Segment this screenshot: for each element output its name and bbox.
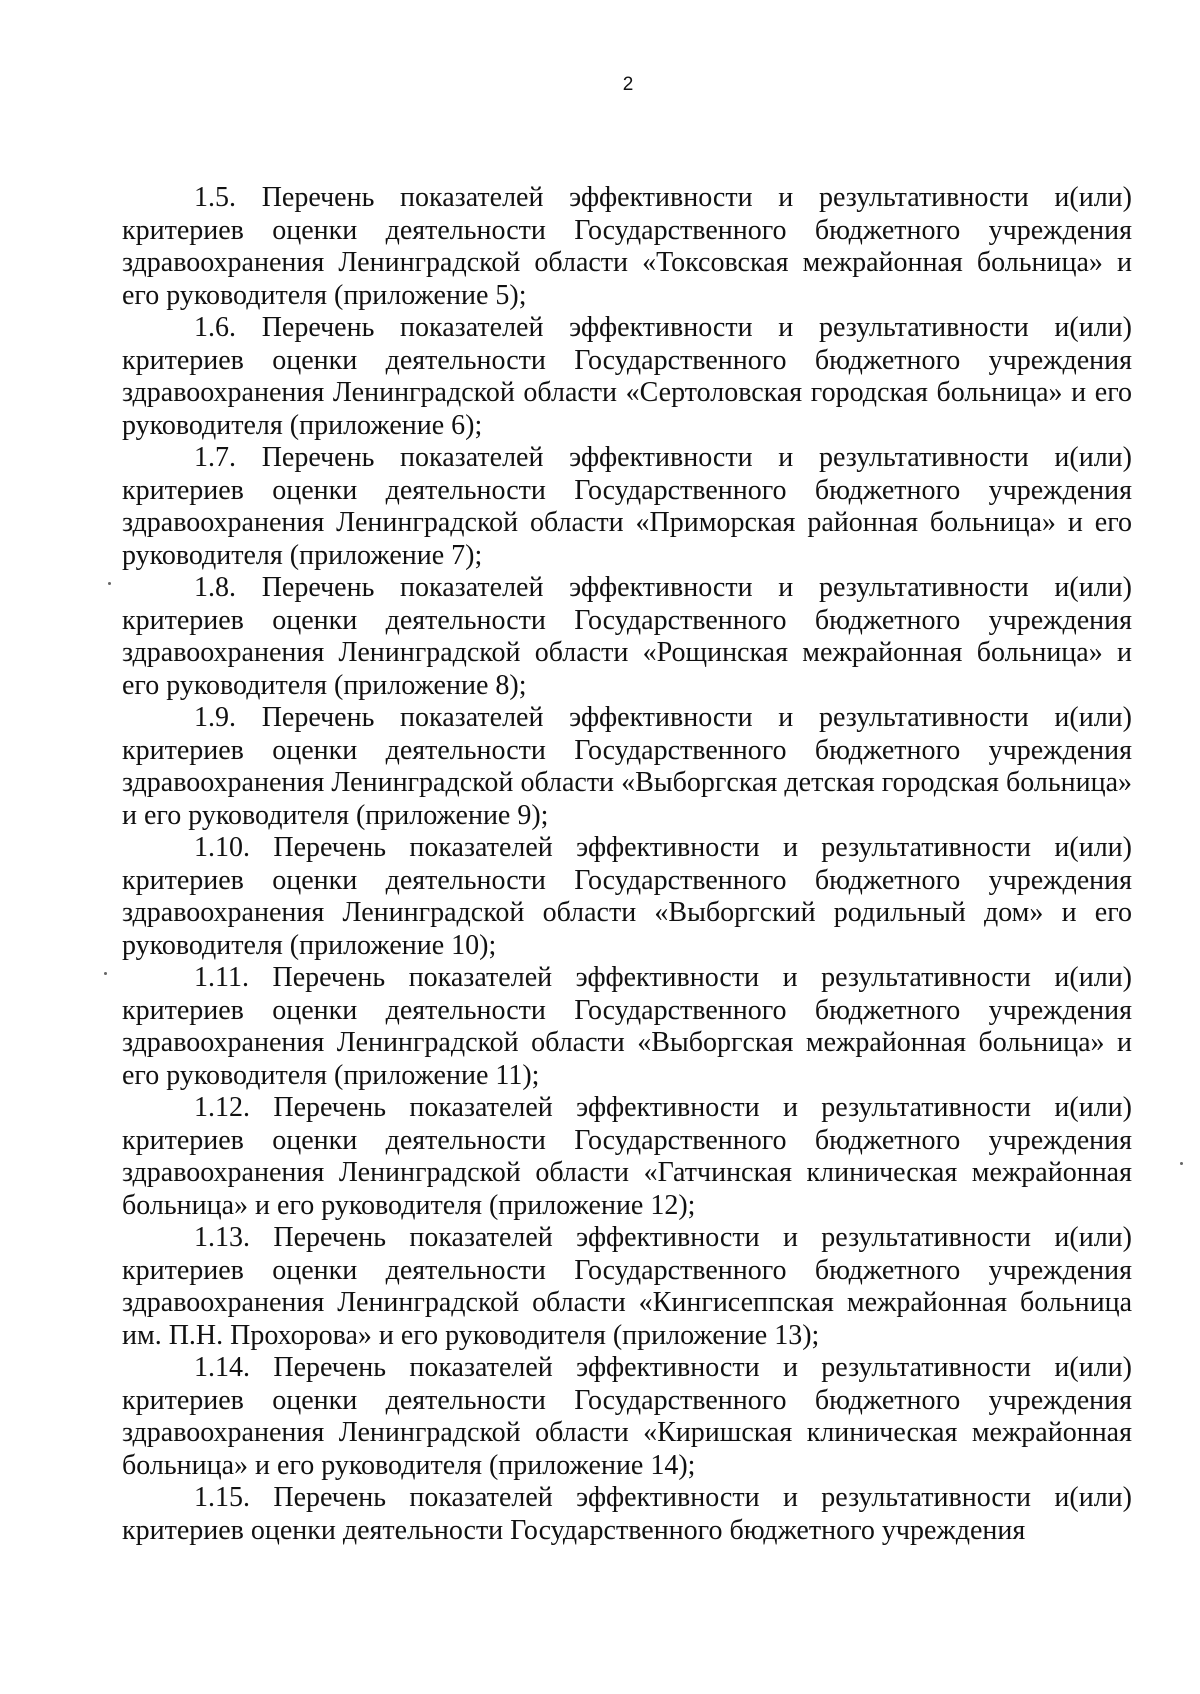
- paragraph-1-9: 1.9. Перечень показателей эффективности и результативности и(или) критериев оценки деятельности Государственного бюджетного учреждения здравоохранения Ленинградской области «Выборгская детская городская больница» и его руководителя (приложение 9);: [122, 702, 1132, 831]
- paragraph-1-13: 1.13. Перечень показателей эффективности и результативности и(или) критериев оценки деятельности Государственного бюджетного учреждения здравоохранения Ленинградской области «Кингисеппская межрайонная больница им. П.Н. Прохорова» и его руководителя (приложение 13);: [122, 1222, 1132, 1351]
- paragraph-1-15: 1.15. Перечень показателей эффективности и результативности и(или) критериев оценки деятельности Государственного бюджетного учреждения: [122, 1482, 1132, 1546]
- paragraph-1-5: 1.5. Перечень показателей эффективности и результативности и(или) критериев оценки деятельности Государственного бюджетного учреждения здравоохранения Ленинградской области «Токсовская межрайонная больница» и его руководителя (приложение 5);: [122, 182, 1132, 311]
- paragraph-1-7: 1.7. Перечень показателей эффективности и результативности и(или) критериев оценки деятельности Государственного бюджетного учреждения здравоохранения Ленинградской области «Приморская районная больница» и его руководителя (приложение 7);: [122, 442, 1132, 571]
- paragraph-1-14: 1.14. Перечень показателей эффективности и результативности и(или) критериев оценки деятельности Государственного бюджетного учреждения здравоохранения Ленинградской области «Киришская клиническая межрайонная больница» и его руководителя (приложение 14);: [122, 1352, 1132, 1481]
- scan-speck: [108, 582, 111, 585]
- paragraph-1-10: 1.10. Перечень показателей эффективности и результативности и(или) критериев оценки деятельности Государственного бюджетного учреждения здравоохранения Ленинградской области «Выборгский родильный дом» и его руководителя (приложение 10);: [122, 832, 1132, 961]
- document-body: [122, 182, 1132, 1547]
- scan-speck: [104, 972, 107, 975]
- paragraph-1-8: 1.8. Перечень показателей эффективности и результативности и(или) критериев оценки деятельности Государственного бюджетного учреждения здравоохранения Ленинградской области «Рощинская межрайонная больница» и его руководителя (приложение 8);: [122, 572, 1132, 701]
- paragraph-1-11: 1.11. Перечень показателей эффективности и результативности и(или) критериев оценки деятельности Государственного бюджетного учреждения здравоохранения Ленинградской области «Выборгская межрайонная больница» и его руководителя (приложение 11);: [122, 962, 1132, 1091]
- paragraph-1-6: 1.6. Перечень показателей эффективности и результативности и(или) критериев оценки деятельности Государственного бюджетного учреждения здравоохранения Ленинградской области «Сертоловская городская больница» и его руководителя (приложение 6);: [122, 312, 1132, 441]
- scan-speck: [1180, 1162, 1183, 1165]
- page-number: 2: [622, 74, 634, 95]
- paragraph-1-12: 1.12. Перечень показателей эффективности и результативности и(или) критериев оценки деятельности Государственного бюджетного учреждения здравоохранения Ленинградской области «Гатчинская клиническая межрайонная больница» и его руководителя (приложение 12);: [122, 1092, 1132, 1221]
